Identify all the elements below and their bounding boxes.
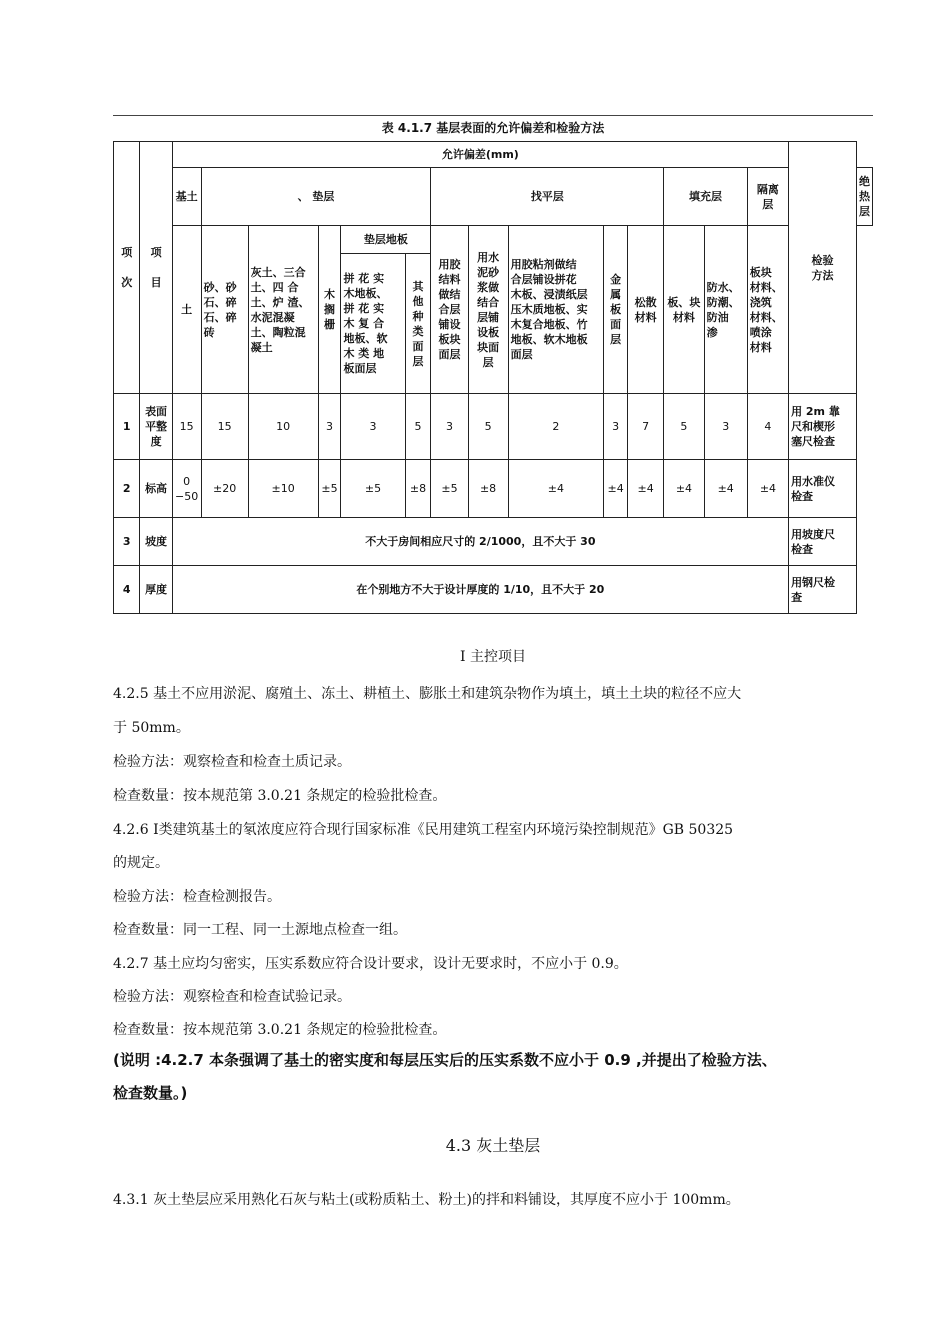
row-value: 3	[431, 394, 468, 460]
header-dianceng-diban: 垫层地板	[341, 226, 431, 254]
row-span-value: 不大于房间相应尺寸的 2/1000，且不大于 30	[172, 518, 788, 566]
row-value: ±4	[628, 460, 664, 518]
paragraph-line: 4.3.1 灰土垫层应采用熟化石灰与粘土(或粉质粘土、粉土)的拌和料铺设，其厚度不应小于 100mm。	[113, 1192, 740, 1208]
row-value: 0 −50	[172, 460, 201, 518]
row-method: 用钢尺检 查	[789, 566, 857, 614]
row-value: ±5	[431, 460, 468, 518]
section-heading-4-3: 4.3 灰土垫层	[445, 1136, 541, 1155]
row-value: ±5	[318, 460, 341, 518]
header-method: 检验 方法	[789, 142, 857, 394]
row-value: 2	[508, 394, 604, 460]
row-value: 3	[604, 394, 628, 460]
paragraph-line: 4.2.7 基土应均匀密实，压实系数应符合设计要求，设计无要求时，不应小于 0.9。	[113, 956, 628, 972]
row-method: 用水准仪 检查	[789, 460, 857, 518]
row-value: 7	[628, 394, 664, 460]
header-songsan: 松散 材料	[628, 226, 664, 394]
row-value: 15	[172, 394, 201, 460]
row-no: 1	[114, 394, 140, 460]
row-value: 3	[318, 394, 341, 460]
row-value: 3	[704, 394, 747, 460]
paragraph-line: 检验方法：检查检测报告。	[113, 889, 281, 905]
paragraph-line: 4.2.5 基土不应用淤泥、腐殖土、冻土、耕植土、膨胀土和建筑杂物作为填土，填土土块的粒径不应大	[113, 686, 742, 702]
paragraph-line: 于 50mm。	[113, 720, 190, 736]
row-value: 5	[405, 394, 431, 460]
row-value: ±5	[341, 460, 405, 518]
table-row	[114, 460, 873, 518]
header-qita: 其 他 种 类 面 层	[405, 254, 431, 394]
header-dianceng: 、 垫层	[201, 168, 431, 226]
row-no: 3	[114, 518, 140, 566]
header-xiangmu: 项 目	[140, 142, 172, 394]
row-value: 5	[664, 394, 704, 460]
header-pinhua: 拼 花 实 木地板、 拼 花 实 木 复 合 地板、软 木 类 地 板面层	[341, 254, 405, 394]
row-no: 4	[114, 566, 140, 614]
row-method: 用 2m 靠 尺和楔形 塞尺检查	[789, 394, 857, 460]
row-value: 4	[747, 394, 788, 460]
row-value: ±10	[248, 460, 318, 518]
paragraph-line: 的规定。	[113, 855, 169, 871]
header-jiantu: 基土	[172, 168, 201, 226]
row-value: ±4	[664, 460, 704, 518]
table-row	[114, 518, 873, 566]
row-value: ±4	[508, 460, 604, 518]
header-tianchong: 填充层	[664, 168, 748, 226]
row-item: 厚度	[140, 566, 172, 614]
row-value: ±4	[747, 460, 788, 518]
table-row	[114, 566, 873, 614]
row-value: 15	[201, 394, 248, 460]
header-shashi: 砂、砂 石、碎 石、碎 砖	[201, 226, 248, 394]
row-item: 坡度	[140, 518, 172, 566]
standard-table-block	[113, 115, 873, 610]
header-geli: 隔离 层	[747, 168, 788, 226]
row-value: 10	[248, 394, 318, 460]
header-huitu: 灰土、三合 土、四 合 土、炉 渣、 水泥混凝 土、陶粒混 凝土	[248, 226, 318, 394]
header-tu: 土	[172, 226, 201, 394]
header-jiere: 绝热 层	[857, 168, 873, 226]
tolerance-table	[113, 141, 873, 614]
row-span-value: 在个别地方不大于设计厚度的 1/10，且不大于 20	[172, 566, 788, 614]
paragraph-line: 检验方法：观察检查和检查试验记录。	[113, 989, 351, 1005]
header-xiangci: 项 次	[114, 142, 140, 394]
paragraph-line: 检验方法：观察检查和检查土质记录。	[113, 754, 351, 770]
header-zhanjie: 用胶粘剂做结 合层铺设拼花 木板、浸渍纸层 压木质地板、实 木复合地板、竹 地板、软木地板 面层	[508, 226, 604, 394]
header-yongshui: 用水 泥砂 浆做 结合 层铺 设板 块面 层	[468, 226, 508, 394]
table-title: 表 4.1.7 基层表面的允许偏差和检验方法	[113, 115, 873, 140]
note-line: 检查数量。)	[113, 1084, 188, 1102]
header-yongjiao: 用胶 结料 做结 合层 铺设 板块 面层	[431, 226, 468, 394]
row-value: ±8	[405, 460, 431, 518]
header-mugeshan: 木 搁 栅	[318, 226, 341, 394]
header-fangshui: 防水、 防潮、 防油 渗	[704, 226, 747, 394]
header-jinshu: 金 属 板 面 层	[604, 226, 628, 394]
row-value: ±4	[604, 460, 628, 518]
paragraph-line: 检查数量：同一工程、同一土源地点检查一组。	[113, 922, 407, 938]
row-item: 标高	[140, 460, 172, 518]
header-zhaoping: 找平层	[431, 168, 664, 226]
row-value: ±4	[704, 460, 747, 518]
row-value: 3	[341, 394, 405, 460]
paragraph-line: 检查数量：按本规范第 3.0.21 条规定的检验批检查。	[113, 788, 447, 804]
table-row	[114, 394, 873, 460]
row-value: 5	[468, 394, 508, 460]
row-value: ±20	[201, 460, 248, 518]
note-line: (说明 :4.2.7 本条强调了基土的密实度和每层压实后的压实系数不应小于 0.9 ,并提出了检验方法、	[113, 1051, 777, 1069]
paragraph-line: 4.2.6 Ⅰ类建筑基土的氡浓度应符合现行国家标准《民用建筑工程室内环境污染控制规范》GB 50325	[113, 822, 734, 838]
header-banjue: 板块 材料、 浇筑 材料、 喷涂 材料	[747, 226, 788, 394]
header-tolerance: 允许偏差(mm)	[172, 142, 788, 168]
paragraph-line: 检查数量：按本规范第 3.0.21 条规定的检验批检查。	[113, 1022, 447, 1038]
row-method: 用坡度尺 检查	[789, 518, 857, 566]
row-value: ±8	[468, 460, 508, 518]
row-item: 表面 平整 度	[140, 394, 172, 460]
section-heading-main-control: I 主控项目	[460, 649, 526, 665]
header-bankuai: 板、块 材料	[664, 226, 704, 394]
row-no: 2	[114, 460, 140, 518]
